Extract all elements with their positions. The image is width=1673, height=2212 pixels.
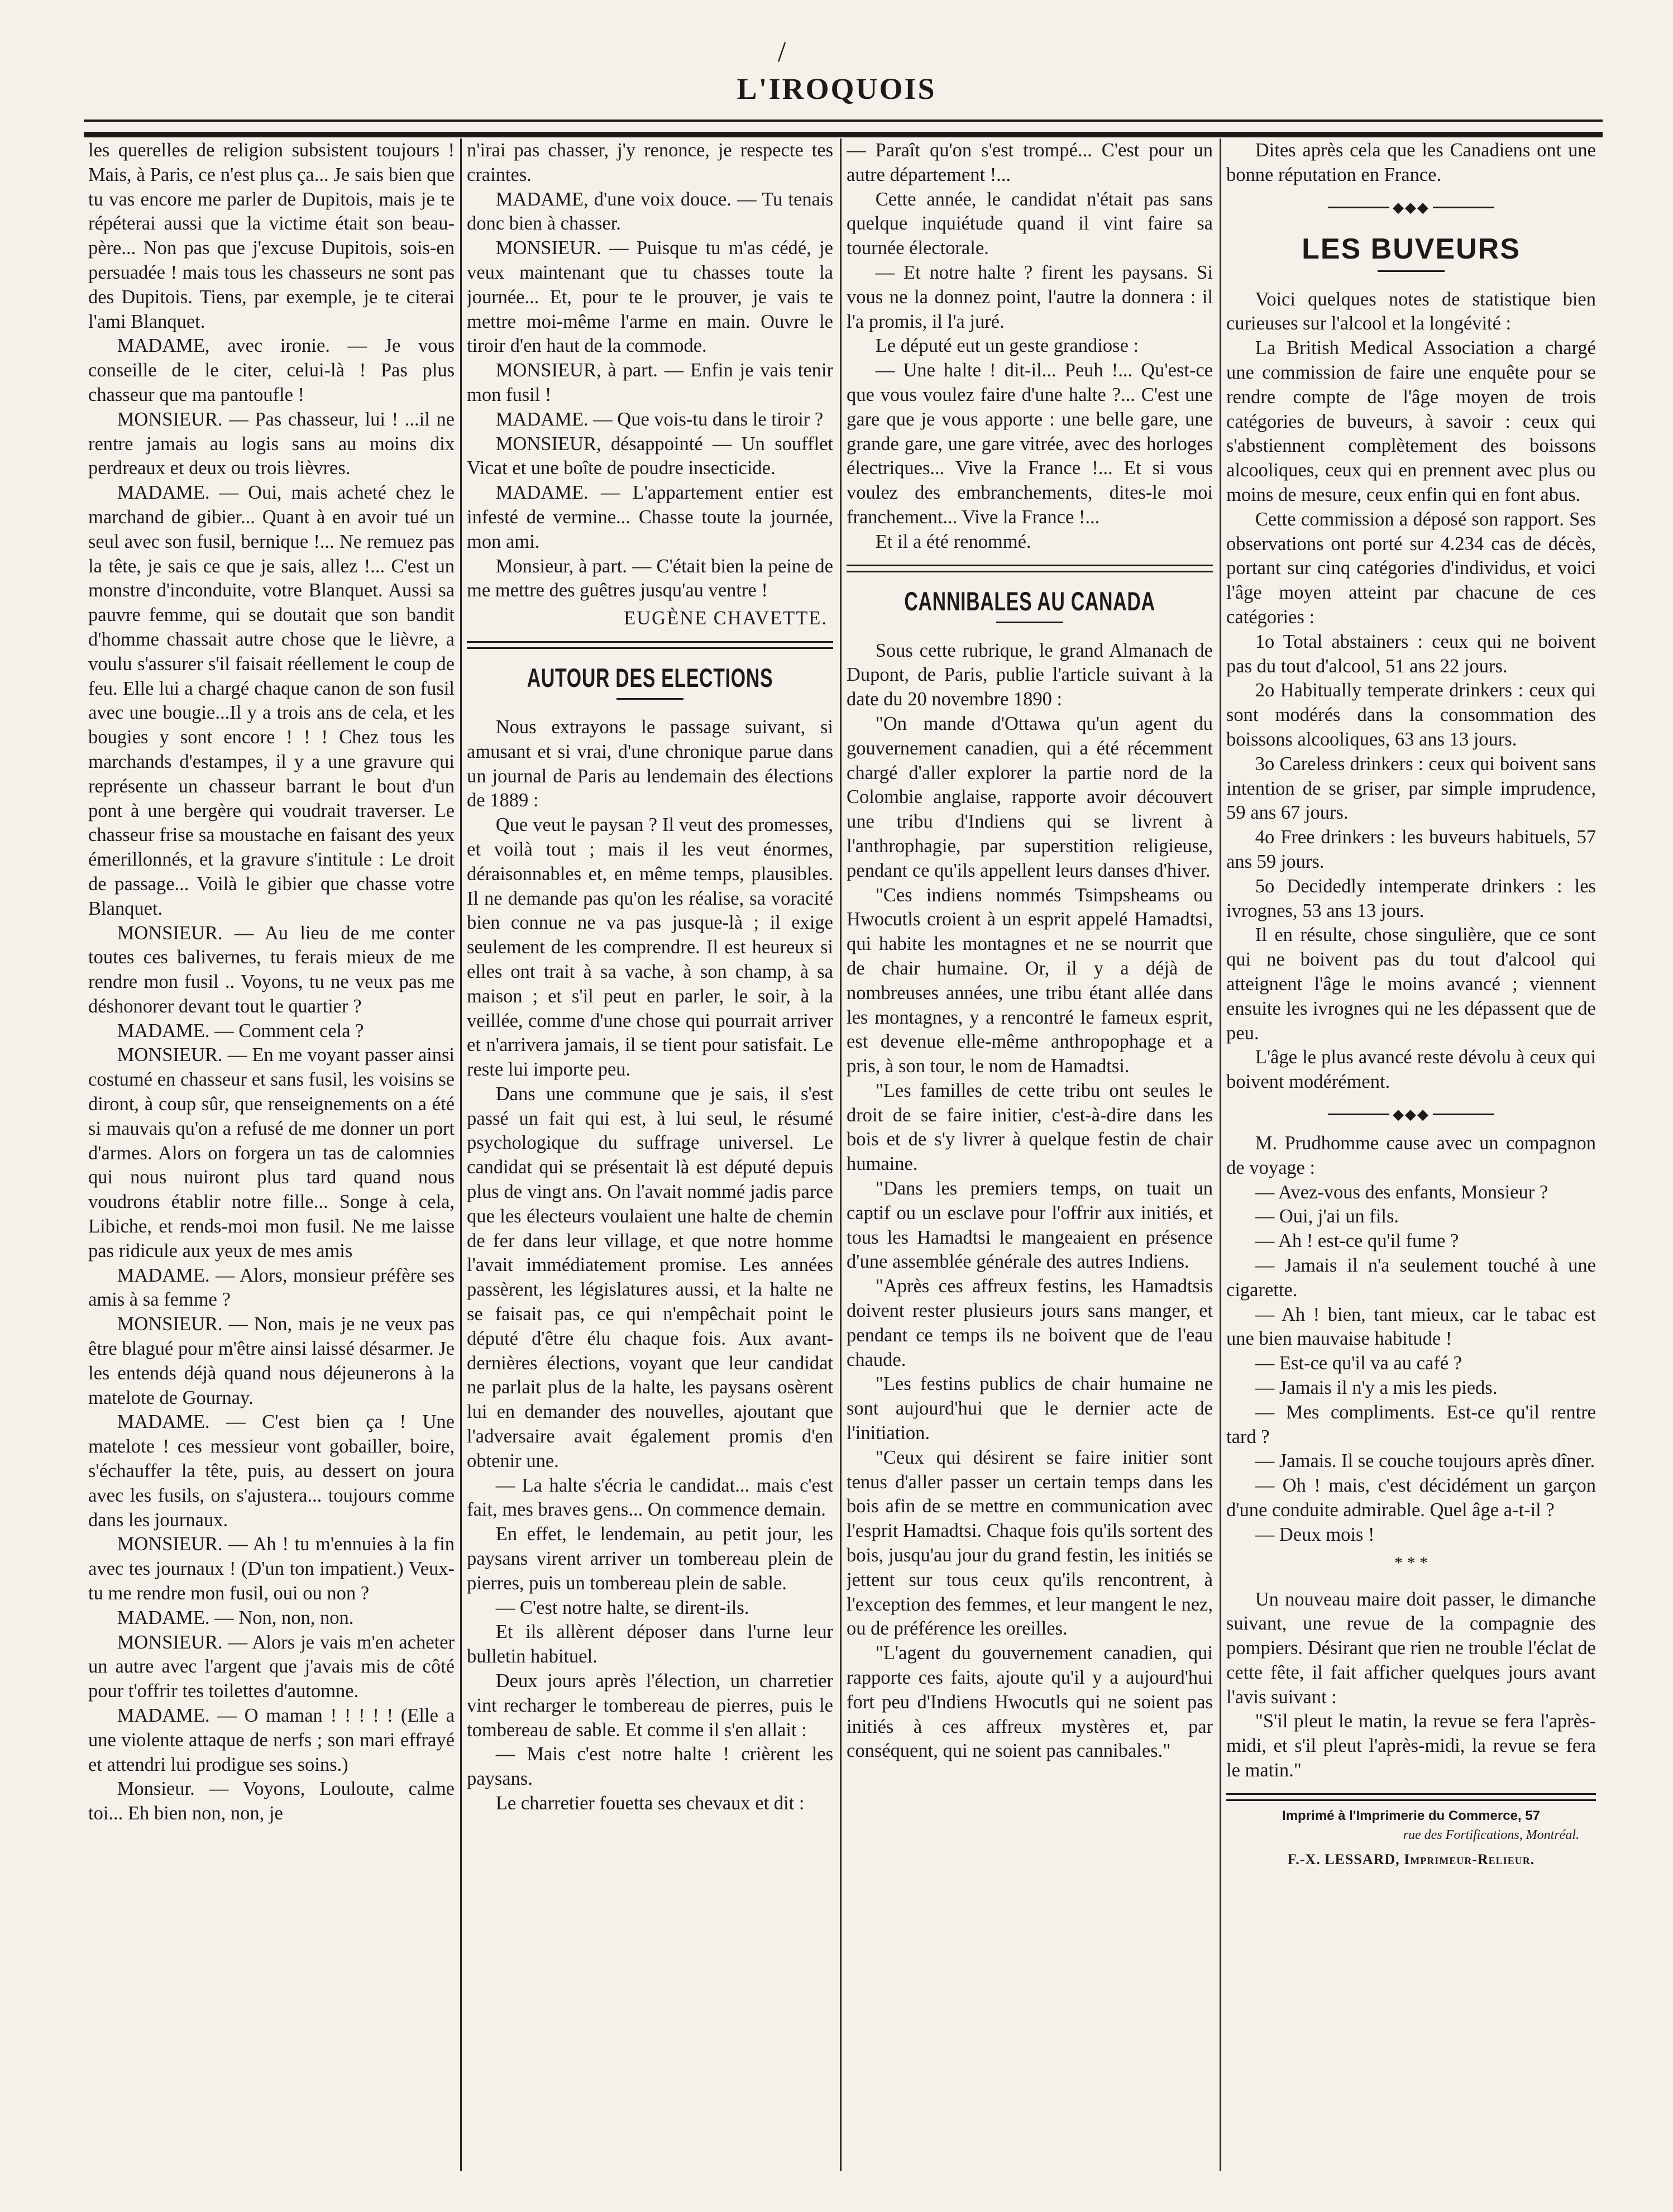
article-paragraph: — Et notre halte ? firent les paysans. Si vous ne la donnez point, l'autre la donnera : il l'a promis, il l'a juré. [847, 261, 1213, 332]
dialogue-line: MADAME. — Oui, mais acheté chez le marchand de gibier... Quant à en avoir tué un seul avec son fusil, bernique !... Ne remuez pas la tête, je sais ce que je sais, allez !... C'est un monstre d'inconduite, votre Blanquet. Aussi sa pauvre femme, qui se doutait que son bandit d'homme chassait autre chose que le lièvre, a voulu s'assurer s'il faisait réellement le coup de feu. Elle lui a chargé chaque canon de son fusil avec une bougie...Il y a trois ans de cela, et les bougies y sont encore ! ! ! Chez tous les marchands d'estampes, il y a une gravure qui représente un chasseur barrant le bout d'un pont à une bergère qui voudrait traverser. Le chasseur frise sa moustache en faisant des yeux émerillonnés, et la gravure s'intitule : Le droit de passage... Voilà le gibier que chasse votre Blanquet. [88, 482, 455, 919]
dialogue-line: — Avez-vous des enfants, Monsieur ? [1255, 1181, 1548, 1203]
dialogue-line: — Ah ! est-ce qu'il fume ? [1255, 1230, 1459, 1252]
dialogue-line: — Ah ! bien, tant mieux, car le tabac est une bien mauvaise habitude ! [1226, 1303, 1596, 1350]
section-divider [467, 641, 833, 649]
article-paragraph: M. Prudhomme cause avec un compagnon de voyage : [1226, 1132, 1596, 1178]
article-heading: LES BUVEURS [1302, 232, 1521, 265]
dialogue-line: — Jamais il n'a seulement touché à une cigarette. [1226, 1254, 1596, 1301]
article-paragraph: Un nouveau maire doit passer, le dimanche suivant, une revue de la compagnie des pompiers. Désirant que rien ne trouble l'éclat de cette fête, il fait afficher quelques jours avant l'avis suivant : [1226, 1588, 1596, 1708]
masthead-title: L'IROQUOIS [737, 72, 936, 106]
printer-name: F.-X. LESSARD, Imprimeur-Relieur. [1287, 1851, 1535, 1867]
article-paragraph: — Mais c'est notre halte ! crièrent les paysans. [467, 1743, 833, 1790]
article-paragraph: Dites après cela que les Canadiens ont une bonne réputation en France. [1226, 140, 1596, 185]
section-ornament: ◆◆◆ [1226, 195, 1596, 219]
article-paragraph: Deux jours après l'élection, un charretier vint recharger le tombereau de pierres, puis le tombereau de sable. Et comme il s'en allait : [467, 1670, 833, 1741]
article-paragraph: En effet, le lendemain, au petit jour, les paysans virent arriver un tombereau plein de pierres, puis un tombereau plein de sable. [467, 1523, 833, 1594]
dialogue-line: Monsieur, à part. — C'était bien la peine de me mettre des guêtres jusqu'au ventre ! [467, 555, 833, 601]
article-paragraph: Que veut le paysan ? Il veut des promesses, et voilà tout ; mais il les veut énormes, déraisonnables et, en même temps, plausibles. Il ne demande pas qu'on les réalise, sa voracité bien connue ne va pas jusque-là ; il exige seulement de les comprendre. Il est heureux si elles ont trait à sa vache, à son champ, à sa maison ; et s'il peut en parler, le soir, à la veillée, comme d'une chose qui pourrait arriver et n'arrivera jamais, il se tient pour satisfait. Le reste lui importe peu. [467, 814, 833, 1081]
dialogue-line: MONSIEUR. — Puisque tu m'as cédé, je veux maintenant que tu chasses toute la journée... Et, pour te le prouver, je vais te mettre moi-même l'arme en main. Ouvre le tiroir d'en haut de la commode. [467, 237, 833, 357]
article-paragraph: "On mande d'Ottawa qu'un agent du gouvernement canadien, qui a été récemment chargé d'aller explorer la partie nord de la Colombie anglaise, rapporte avoir découvert une tribu d'Indiens qui se livrent à l'anthrophagie, par superstition religieuse, pendant ce qu'ils appellent leurs danses d'hiver. [847, 713, 1213, 881]
article-paragraph: "Les festins publics de chair humaine ne sont aujourd'hui que le dernier acte de l'initiation. [847, 1373, 1213, 1444]
asterism: * * * [1394, 1553, 1428, 1572]
article-paragraph: Nous extrayons le passage suivant, si amusant et si vrai, d'une chronique parue dans un journal de Paris au lendemain des élections de 1889 : [467, 716, 833, 811]
printer-address: rue des Fortifications, Montréal. [1403, 1827, 1579, 1842]
article-heading: AUTOUR DES ELECTIONS [527, 662, 773, 692]
section-ornament: ◆◆◆ [1226, 1102, 1596, 1126]
dialogue-line: MONSIEUR, à part. — Enfin je vais tenir mon fusil ! [467, 360, 833, 405]
article-paragraph: Voici quelques notes de statistique bien curieuses sur l'alcool et la longévité : [1226, 288, 1596, 335]
dialogue-line: MADAME. — Comment cela ? [117, 1020, 364, 1041]
article-paragraph: Il en résulte, chose singulière, que ce sont qui ne boivent pas du tout d'alcool qui atteignent l'âge le moins avancé ; viennent ensuite les ivrognes qui ne les dépassent que de peu. [1226, 924, 1596, 1044]
article-paragraph: — C'est notre halte, se dirent-ils. [495, 1597, 749, 1618]
article-paragraph: "Ceux qui désirent se faire initier sont tenus d'aller passer un certain temps dans les bois afin de se mettre en communication avec l'esprit Hamadtsi. Chaque fois qu'ils sortent des bois, jusqu'au jour du grand festin, les initiés se jettent sur tous ceux qu'ils rencontrent, à l'exception des femmes, et leur mangent le nez, ou de préférence les oreilles. [847, 1446, 1213, 1640]
statistic-item: 5o Decidedly intemperate drinkers : les ivrognes, 53 ans 13 jours. [1226, 875, 1596, 921]
article-paragraph: Et ils allèrent déposer dans l'urne leur bulletin habituel. [467, 1621, 833, 1668]
article-paragraph: "Ces indiens nommés Tsimpsheams ou Hwocutls croient à un esprit appelé Hamadtsi, qui habite les montagnes et ne se nourrit que de chair humaine. Or, il y a déjà de nombreuses années, une tribu étant allée dans les montagnes, y a rencontré le fameux esprit, est devenue elle-même anthropophage et a pris, à son tour, le nom de Hamadtsi. [847, 884, 1213, 1077]
article-paragraph: "S'il pleut le matin, la revue se fera l'après-midi, et s'il pleut l'après-midi, la revue se fera le matin." [1226, 1711, 1596, 1781]
page-folio: / [777, 36, 786, 68]
statistic-item: 1o Total abstainers : ceux qui ne boivent pas du tout d'alcool, 51 ans 22 jours. [1226, 630, 1596, 677]
dialogue-line: MADAME. — Alors, monsieur préfère ses amis à sa femme ? [88, 1264, 455, 1311]
column-4 [1226, 138, 1596, 2182]
column-2 [467, 138, 833, 2182]
dialogue-line: — Oh ! mais, c'est décidément un garçon d'une conduite admirable. Quel âge a-t-il ? [1226, 1475, 1596, 1521]
dialogue-line: MONSIEUR, désappointé — Un soufflet Vicat et une boîte de poudre insecticide. [467, 433, 833, 479]
article-paragraph: "Après ces affreux festins, les Hamadtsis doivent rester plusieurs jours sans manger, et pendant ce temps ils ne boivent que de l'eau chaude. [847, 1275, 1213, 1370]
statistic-item: 4o Free drinkers : les buveurs habituels, 57 ans 59 jours. [1226, 826, 1596, 872]
heading-underline [996, 622, 1063, 623]
article-paragraph: Sous cette rubrique, le grand Almanach de Dupont, de Paris, publie l'article suivant à la date du 20 novembre 1890 : [847, 639, 1213, 710]
dialogue-line: — Jamais. Il se couche toujours après dîner. [1255, 1450, 1595, 1472]
article-paragraph: Dans une commune que je sais, il s'est passé un fait qui est, à lui seul, le résumé psychologique du suffrage universel. Le candidat qui se présentait là est député depuis plus de vingt ans. On l'avait nommé jadis parce que les électeurs voulaient une halte de chemin de fer dans leur village, et que notre homme l'avait immédiatement promise. Les années passèrent, les législatures aussi, et la halte ne se faisait pas, ce qui n'empêchait point le député d'être élu chaque fois. Aux avant-dernières élections, voyant que leur candidat ne parlait plus de la halte, les paysans osèrent lui en demander des nouvelles, ajoutant que l'adversaire avait également promis d'en obtenir une. [467, 1083, 833, 1472]
dialogue-line: MADAME, avec ironie. — Je vous conseille de le citer, celui-là ! Pas plus chasseur que ma pantoufle ! [88, 335, 455, 405]
column-1 [88, 138, 455, 2182]
dialogue-line: — Mes compliments. Est-ce qu'il rentre tard ? [1226, 1401, 1596, 1447]
dialogue-line: MADAME, d'une voix douce. — Tu tenais donc bien à chasser. [467, 188, 833, 235]
printer-imprint: Imprimé à l'Imprimerie du Commerce, 57 [1282, 1808, 1540, 1823]
article-paragraph: Cette année, le candidat n'était pas sans quelque inquiétude quand il vint faire sa tournée électorale. [847, 188, 1213, 259]
article-paragraph: La British Medical Association a chargé une commission de faire une enquête pour se rendre compte de l'âge moyen de trois catégories de buveurs, à savoir : ceux qui s'abstiennent complètement des boissons alcooliques, ceux qui en prennent avec plus ou moins de mesure, ceux enfin qui en font abus. [1226, 337, 1596, 505]
article-paragraph: Le charretier fouetta ses chevaux et dit : [495, 1793, 805, 1814]
dialogue-line: MADAME. — Que vois-tu dans le tiroir ? [495, 408, 824, 430]
paragraph: les querelles de religion subsistent toujours ! Mais, à Paris, ce n'est plus ça... Je sais bien que tu vas encore me parler de Dupitois, mais je te répéterai aussi que la victime était son beau-père... Non pas que j'excuse Dupitois, sois-en persuadée ! mais tous les chasseurs ne sont pas des Dupitois. Tiens, par exemple, je te citerai l'ami Blanquet. [88, 140, 455, 332]
article-heading: CANNIBALES AU CANADA [904, 586, 1155, 616]
section-divider [1226, 1793, 1596, 1801]
heading-underline [1378, 270, 1445, 272]
dialogue-line: MADAME. — O maman ! ! ! ! ! (Elle a une violente attaque de nerfs ; son mari effrayé et attendri lui prodigue ses soins.) [88, 1705, 455, 1775]
article-paragraph: Et il a été renommé. [875, 531, 1031, 552]
author-signature: EUGÈNE CHAVETTE. [624, 608, 828, 629]
dialogue-line: MONSIEUR. — Pas chasseur, lui ! ...il ne rentre jamais au logis sans au moins dix perdreaux et deux ou trois lièvres. [88, 408, 455, 479]
dialogue-line: — Est-ce qu'il va au café ? [1255, 1353, 1462, 1374]
article-paragraph: Le député eut un geste grandiose : [875, 335, 1139, 357]
article-paragraph: "L'agent du gouvernement canadien, qui rapporte ces faits, ajoute qu'il y a aujourd'hui fort peu d'Indiens Hwocutls qui ne soient pas initiés à ces affreux mystères et, par conséquent, qui ne soient pas cannibales." [847, 1642, 1213, 1762]
dialogue-line: MADAME. — L'appartement entier est infesté de vermine... Chasse toute la journée, mon ami. [467, 482, 833, 552]
column-divider [460, 138, 462, 2171]
dialogue-line: — Oui, j'ai un fils. [1255, 1206, 1399, 1227]
dialogue-line: MADAME. — Non, non, non. [117, 1607, 354, 1628]
article-paragraph: "Dans les premiers temps, on tuait un captif ou un esclave pour l'offrir aux initiés, et tous les Hamadtsi le mangeaient en présence d'une assemblée générale des autres Indiens. [847, 1178, 1213, 1273]
dialogue-line: MONSIEUR. — En me voyant passer ainsi costumé en chasseur et sans fusil, les voisins se diront, à coup sûr, que renseignements on a été si mauvais qu'on a refusé de me donner un port d'armes. Alors on forgera un tas de calomnies qui nous nuiront plus tard quand nous voudrons établir notre fille... Songe à cela, Libiche, et rends-moi mon fusil. Ne me laisse pas ridicule aux yeux de mes amis [88, 1044, 455, 1262]
dialogue-line: n'irai pas chasser, j'y renonce, je respecte tes craintes. [467, 140, 833, 185]
heading-underline [616, 698, 683, 700]
article-paragraph: — Une halte ! dit-il... Peuh !... Qu'est-ce que vous voulez faire d'une halte ?... C'est une gare que je vous apporte : une belle gare, une grande gare, une gare vitrée, avec des horloges électriques... Vive la France !... Et si vous voulez des embranchements, dites-le moi franchement... Vive la France !... [847, 360, 1213, 528]
dialogue-line: MONSIEUR. — Non, mais je ne veux pas être blagué pour m'être ainsi laissé désarmer. Je les entends déjà quand nous déjeunerons à la matelote de Gournay. [88, 1313, 455, 1408]
statistic-item: 2o Habitually temperate drinkers : ceux qui sont modérés dans la consommation des boissons alcooliques, 63 ans 13 jours. [1226, 680, 1596, 750]
dialogue-line: MADAME. — C'est bien ça ! Une matelote ! ces messieur vont gobailler, boire, s'échauffer la tête, puis, au dessert on joura avec les fusils, on s'ajustera... toujours comme dans les journaux. [88, 1411, 455, 1531]
section-divider [847, 565, 1213, 572]
article-paragraph: Cette commission a déposé son rapport. Ses observations ont porté sur 4.234 cas de décès, portant sur cinq catégories d'individus, et voici l'âge moyen atteint par chacune de ces catégories : [1226, 508, 1596, 628]
column-divider [1220, 138, 1221, 2171]
dialogue-line: MONSIEUR. — Alors je vais m'en acheter un autre avec l'argent que j'avais mis de côté pour t'offrir tes toilettes d'automne. [88, 1631, 455, 1702]
article-paragraph: "Les familles de cette tribu ont seules le droit de se faire initier, c'est-à-dire dans les bois et de s'y livrer à quelque festin de chair humaine. [847, 1079, 1213, 1175]
dialogue-line: Monsieur. — Voyons, Louloute, calme toi... Eh bien non, non, je [88, 1778, 455, 1824]
article-paragraph: — La halte s'écria le candidat... mais c'est fait, mes braves gens... On commence demain. [467, 1474, 833, 1521]
dialogue-line: MONSIEUR. — Au lieu de me conter toutes ces balivernes, tu ferais mieux de me rendre mon fusil .. Voyons, tu ne veux pas me déshonorer devant tout le quartier ? [88, 922, 455, 1017]
dialogue-line: — Jamais il n'y a mis les pieds. [1255, 1377, 1498, 1398]
dialogue-line: MONSIEUR. — Ah ! tu m'ennuies à la fin avec tes journaux ! (D'un ton impatient.) Veux-tu me rendre mon fusil, oui ou non ? [88, 1533, 455, 1604]
article-paragraph: — Paraît qu'on s'est trompé... C'est pour un autre département !... [847, 140, 1213, 185]
article-paragraph: L'âge le plus avancé reste dévolu à ceux qui boivent modérément. [1226, 1047, 1596, 1093]
masthead-rule [84, 120, 1603, 137]
dialogue-line: — Deux mois ! [1255, 1523, 1375, 1545]
column-3 [847, 138, 1213, 2182]
column-divider [840, 138, 842, 2171]
statistic-item: 3o Careless drinkers : ceux qui boivent sans intention de se griser, par simple imprudence, 59 ans 67 jours. [1226, 753, 1596, 824]
